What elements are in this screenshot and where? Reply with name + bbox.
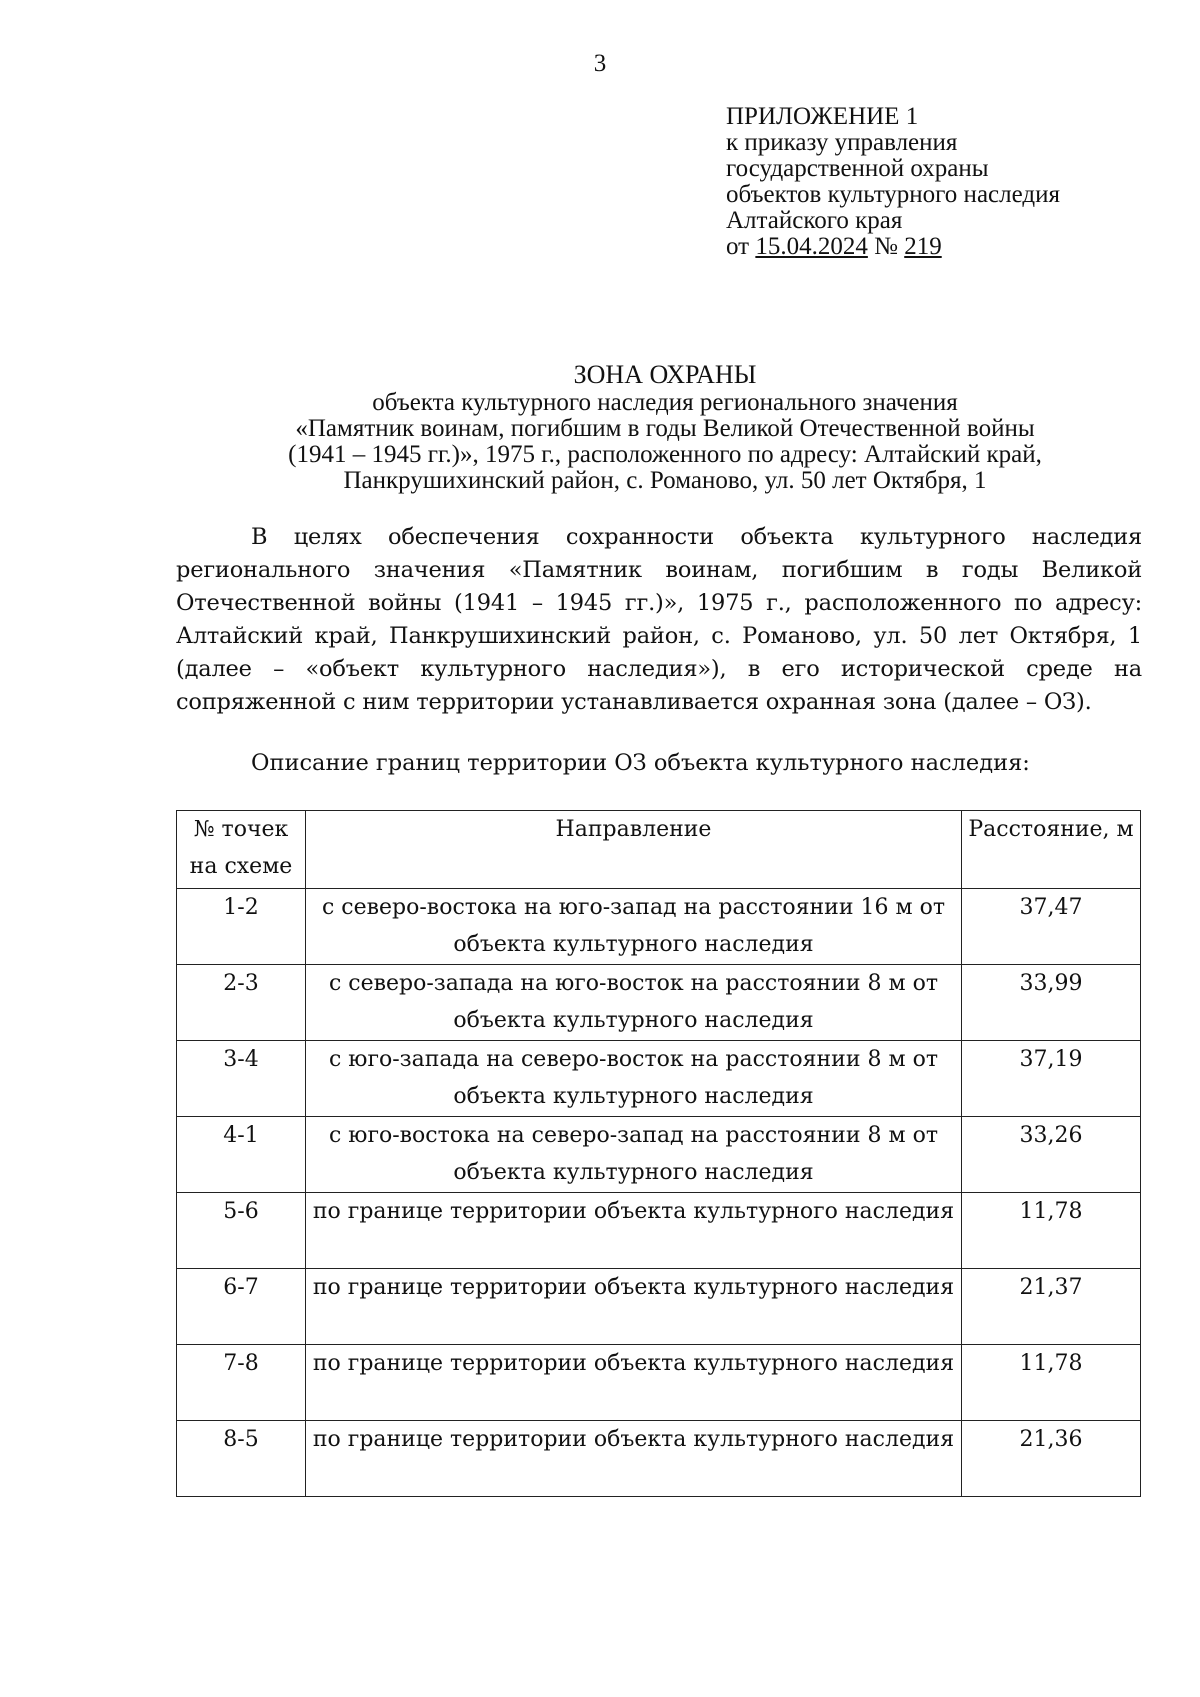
cell-distance: 33,26: [962, 1117, 1141, 1193]
table-header-row: [177, 811, 1141, 889]
appendix-line: объектов культурного наследия: [726, 181, 1060, 208]
order-date: 15.04.2024: [755, 233, 868, 260]
cell-direction: по границе территории объекта культурного наследия: [306, 1269, 962, 1345]
cell-direction: с юго-запада на северо-восток на расстоянии 8 м от объекта культурного наследия: [306, 1041, 962, 1117]
cell-distance: 37,47: [962, 889, 1141, 965]
page-number: 3: [593, 50, 607, 77]
cell-direction: с юго-востока на северо-запад на расстоянии 8 м от объекта культурного наследия: [306, 1117, 962, 1193]
cell-distance: 11,78: [962, 1345, 1141, 1421]
zone-title-block: [160, 362, 1170, 494]
cell-distance: 21,36: [962, 1421, 1141, 1497]
date-prefix: от: [726, 233, 756, 260]
cell-direction: по границе территории объекта культурного наследия: [306, 1345, 962, 1421]
table-row: [177, 889, 1141, 965]
header-direction: Направление: [306, 811, 962, 889]
cell-distance: 33,99: [962, 965, 1141, 1041]
cell-distance: 21,37: [962, 1269, 1141, 1345]
zone-title-line: объекта культурного наследия регионального значения: [372, 389, 958, 416]
appendix-block: [726, 104, 1166, 260]
appendix-title: ПРИЛОЖЕНИЕ 1: [726, 103, 919, 130]
cell-direction: с северо-востока на юго-запад на расстоянии 16 м от объекта культурного наследия: [306, 889, 962, 965]
cell-points: 4-1: [177, 1117, 306, 1193]
zone-heading: ЗОНА ОХРАНЫ: [573, 360, 757, 389]
header-points: № точек на схеме: [177, 811, 306, 889]
cell-points: 8-5: [177, 1421, 306, 1497]
zone-title-line: Панкрушихинский район, с. Романово, ул. 50 лет Октября, 1: [343, 467, 987, 494]
table-caption: Описание границ территории ОЗ объекта культурного наследия:: [251, 750, 1030, 776]
order-number: 219: [904, 233, 942, 260]
body-paragraph: В целях обеспечения сохранности объекта культурного наследия регионального значения «Памятник воинам, погибшим в годы Великой Отечественной войны (1941 – 1945 гг.)», 1975 г., расположенного по адресу: Алтайский край, Панкрушихинский район, с. Романово, ул. 50 лет Октября, 1 (далее – «объект культурного наследия»), в его исторической среде на сопряженной с ним территории устанавливается охранная зона (далее – ОЗ).: [176, 524, 1142, 715]
table-row: [177, 1193, 1141, 1269]
table-row: [177, 1117, 1141, 1193]
cell-distance: 37,19: [962, 1041, 1141, 1117]
cell-direction: с северо-запада на юго-восток на расстоянии 8 м от объекта культурного наследия: [306, 965, 962, 1041]
appendix-date-line: [726, 234, 1166, 260]
cell-points: 3-4: [177, 1041, 306, 1117]
cell-distance: 11,78: [962, 1193, 1141, 1269]
appendix-line: государственной охраны: [726, 155, 989, 182]
table-row: [177, 1041, 1141, 1117]
zone-title-line: (1941 – 1945 гг.)», 1975 г., расположенного по адресу: Алтайский край,: [288, 441, 1042, 468]
header-distance: Расстояние, м: [962, 811, 1141, 889]
cell-points: 5-6: [177, 1193, 306, 1269]
table-row: [177, 965, 1141, 1041]
borders-table: [176, 810, 1141, 1497]
table-row: [177, 1345, 1141, 1421]
cell-direction: по границе территории объекта культурного наследия: [306, 1421, 962, 1497]
appendix-line: к приказу управления: [726, 129, 958, 156]
appendix-line: Алтайского края: [726, 207, 903, 234]
table-row: [177, 1421, 1141, 1497]
cell-points: 7-8: [177, 1345, 306, 1421]
table-row: [177, 1269, 1141, 1345]
cell-direction: по границе территории объекта культурного наследия: [306, 1193, 962, 1269]
zone-title-line: «Памятник воинам, погибшим в годы Великой Отечественной войны: [295, 415, 1035, 442]
number-prefix: №: [867, 233, 905, 260]
cell-points: 1-2: [177, 889, 306, 965]
cell-points: 6-7: [177, 1269, 306, 1345]
cell-points: 2-3: [177, 965, 306, 1041]
